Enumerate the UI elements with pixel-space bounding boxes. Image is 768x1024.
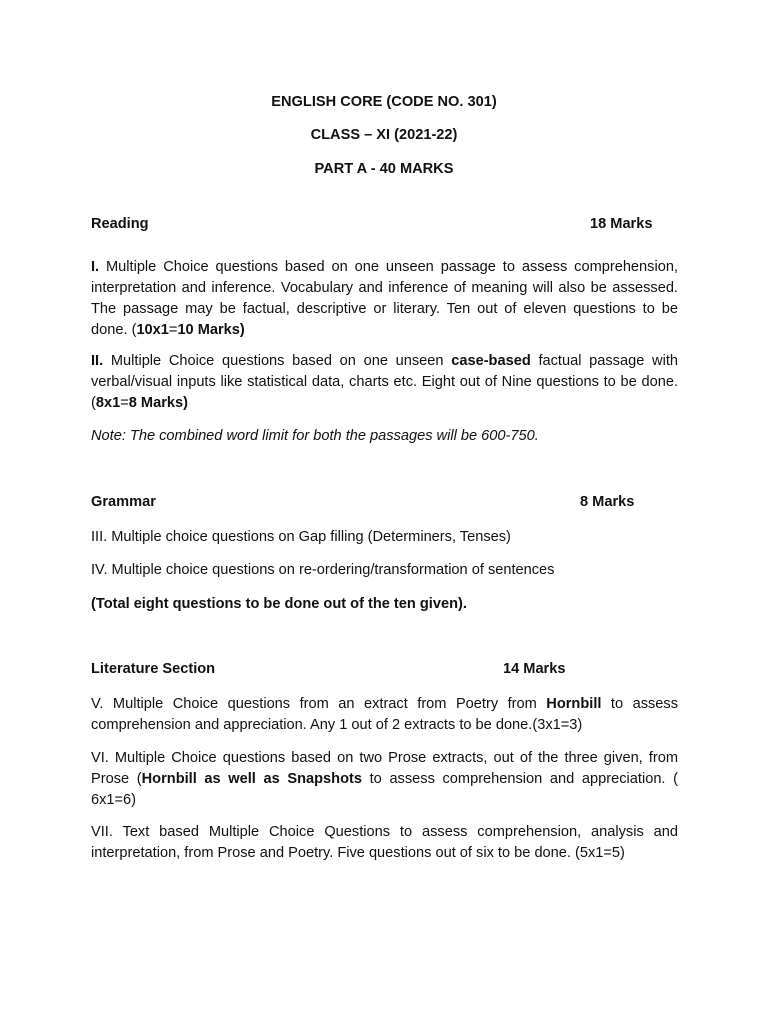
reading-heading: Reading xyxy=(91,216,149,232)
item-5-bold: Hornbill xyxy=(546,696,602,712)
grammar-item-3: III. Multiple choice questions on Gap filling (Determiners, Tenses) xyxy=(91,529,511,545)
class-line: CLASS – XI (2021-22) xyxy=(310,127,458,143)
item-6-bold: Hornbill as well as Snapshots xyxy=(141,771,362,787)
item-5-text-b: to assess comprehension and appreciation. Any 1 out of 2 extracts to be done.(3x1=3) xyxy=(91,696,679,733)
literature-item-5 xyxy=(91,694,678,736)
reading-note: Note: The combined word limit for both the passages will be 600-750. xyxy=(91,428,539,444)
literature-item-7: VII. Text based Multiple Choice Questions to assess comprehension, analysis and interpretation, from Prose and Poetry. Five questions out of six to be done. (5x1=5) xyxy=(91,824,678,861)
item-2-total: 8 Marks) xyxy=(128,395,188,411)
part-line: PART A - 40 MARKS xyxy=(314,161,454,177)
literature-marks: 14 Marks xyxy=(503,661,566,677)
item-1-number: I. xyxy=(91,259,100,275)
item-1-eq: = xyxy=(168,322,178,338)
grammar-total-note: (Total eight questions to be done out of the ten given). xyxy=(91,596,467,612)
item-2-bold: case-based xyxy=(451,353,531,369)
item-2-marks: 8x1 xyxy=(95,395,121,411)
item-6-text-a: VI. Multiple Choice questions based on two Prose extracts, out of the three given, from Prose ( xyxy=(91,750,678,787)
item-2-text-a: Multiple Choice questions based on one unseen xyxy=(103,353,452,369)
grammar-marks: 8 Marks xyxy=(580,494,635,510)
item-6-text-b: to assess comprehension and appreciation. ( 6x1=6) xyxy=(91,771,678,808)
page-title: ENGLISH CORE (CODE NO. 301) xyxy=(271,94,497,110)
item-1-total: 10 Marks) xyxy=(177,322,245,338)
item-2-text-b: factual passage with verbal/visual inputs like statistical data, charts etc. Eight out of Nine questions to be done. ( xyxy=(91,353,678,411)
item-1-text: Multiple Choice questions based on one unseen passage to assess comprehension, interpretation and inference. Vocabulary and inference of meaning will also be assessed. The passage may be factual, descriptive or literary. Ten out of eleven questions to be done. ( xyxy=(91,259,678,338)
reading-marks: 18 Marks xyxy=(590,216,653,232)
grammar-item-4: IV. Multiple choice questions on re-ordering/transformation of sentences xyxy=(91,562,555,578)
literature-item-6 xyxy=(91,748,678,811)
reading-item-1 xyxy=(91,257,678,341)
reading-item-2 xyxy=(91,351,678,414)
item-2-number: II. xyxy=(91,353,104,369)
item-5-text-a: V. Multiple Choice questions from an extract from Poetry from xyxy=(91,696,547,712)
item-1-marks: 10x1 xyxy=(136,322,169,338)
literature-heading: Literature Section xyxy=(91,661,216,677)
item-2-eq: = xyxy=(120,395,129,411)
grammar-heading: Grammar xyxy=(91,494,156,510)
